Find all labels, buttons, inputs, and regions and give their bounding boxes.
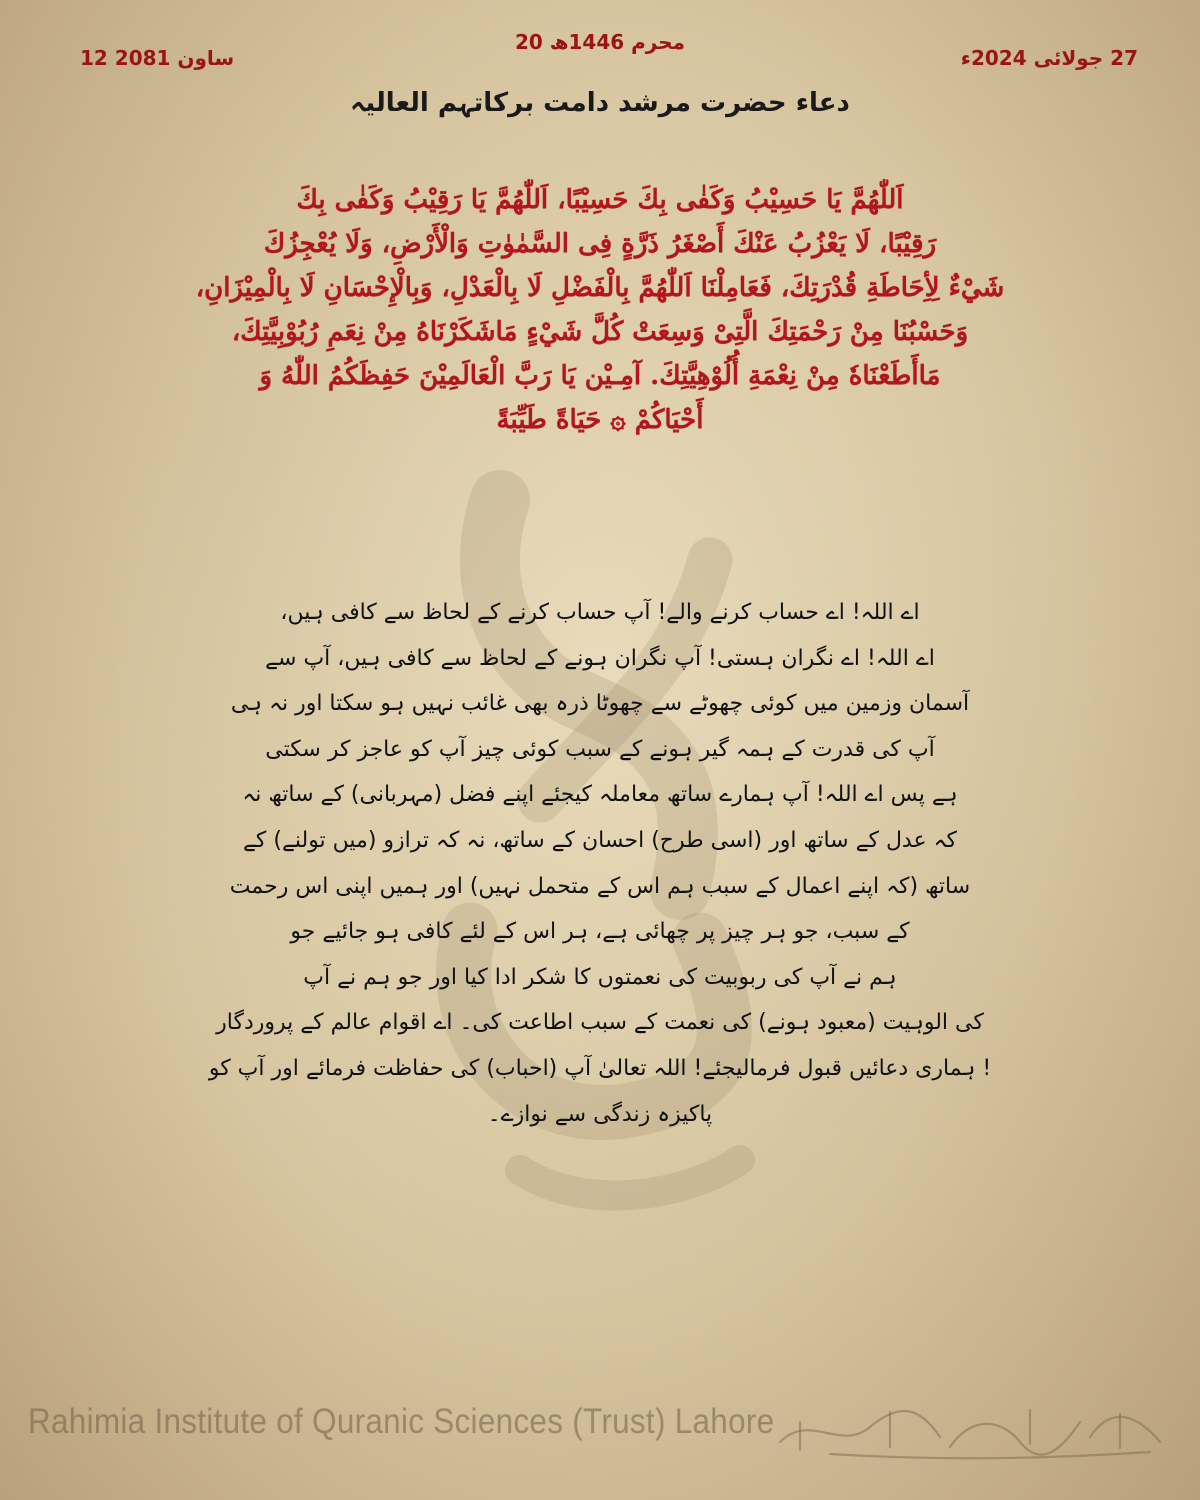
urdu-translation	[150, 590, 1050, 1137]
urdu-line: کی الوہیت (معبود ہونے) کی نعمت کے سبب اطاعت کی۔ اے اقوام عالم کے پروردگار	[216, 1010, 984, 1036]
arabic-dua	[110, 178, 1090, 442]
arabic-line: أَحْيَاكُمْ ۞ حَيَاةً طَيِّبَةً	[496, 405, 704, 435]
gregorian-date: 27 جولائی 2024ء	[960, 46, 1138, 70]
arabic-line: رَقِيْبًا، لَا يَعْزُبُ عَنْكَ أَصْغَرُ ذَرَّةٍ فِى السَّمٰوٰتِ وَالْأَرْضِ، وَلَا يُعْجِزُكَ	[263, 229, 937, 259]
urdu-line: ! ہماری دعائیں قبول فرمالیجئے! اللہ تعالیٰ آپ (احباب) کی حفاظت فرمائے اور آپ کو	[208, 1055, 992, 1081]
arabic-line: اَللّٰهُمَّ يَا حَسِيْبُ وَكَفٰى بِكَ حَسِيْبًا، اَللّٰهُمَّ يَا رَقِيْبُ وَكَفٰى بِكَ	[296, 185, 904, 215]
urdu-line: اے اللہ! اے حساب کرنے والے! آپ حساب کرنے کے لحاظ سے کافی ہیں،	[280, 600, 920, 625]
urdu-line: کے سبب، جو ہر چیز پر چھائی ہے، ہر اس کے لئے کافی ہو جائیے جو	[290, 919, 910, 945]
bikrami-date: 12 ساون 2081	[80, 46, 235, 70]
hijri-date: 20 محرم 1446ھ	[514, 30, 686, 54]
urdu-line: ہم نے آپ کی ربوبیت کی نعمتوں کا شکر ادا کیا اور جو ہم نے آپ	[303, 964, 897, 990]
institute-logo	[770, 1392, 1170, 1462]
urdu-line: ساتھ (کہ اپنے اعمال کے سبب ہم اس کے متحمل نہیں) اور ہمیں اپنی اس رحمت	[229, 873, 971, 899]
urdu-line: پاکیزہ زندگی سے نوازے۔	[487, 1101, 713, 1127]
arabic-line: شَيْءٌ لِأِحَاطَةِ قُدْرَتِكَ، فَعَامِلْنَا اَللّٰهُمَّ بِالْفَضْلِ لَا بِالْعَدْلِ، وَبِالْإِحْسَانِ لَا بِالْمِيْزَانِ،	[195, 273, 1005, 303]
arabic-line: مَاأَطَعْنَاهٗ مِنْ نِعْمَةِ أُلُوْهِيَّتِكَ. آمِـيْن يَا رَبَّ الْعَالَمِيْنَ حَفِظَكُمُ اللّٰهُ وَ	[259, 361, 941, 391]
urdu-line: آسمان وزمین میں کوئی چھوٹے سے چھوٹا ذرہ بھی غائب نہیں ہو سکتا اور نہ ہی	[230, 691, 970, 717]
institute-name: Rahimia Institute of Quranic Sciences (Trust) Lahore	[28, 1402, 775, 1441]
urdu-line: اے اللہ! اے نگران ہستی! آپ نگران ہونے کے لحاظ سے کافی ہیں، آپ سے	[265, 645, 935, 671]
arabic-line: وَحَسْبُنَا مِنْ رَحْمَتِكَ الَّتِىْ وَسِعَتْ كُلَّ شَيْءٍ مَاشَكَرْنَاهُ مِنْ نِعَمِ رُبُوْبِيَّتِكَ،	[231, 317, 969, 347]
urdu-line: ہے پس اے اللہ! آپ ہمارے ساتھ معاملہ کیجئے اپنے فضل (مہربانی) کے ساتھ نہ	[242, 782, 958, 808]
page-title: دعاء حضرت مرشد دامت برکاتہم العالیہ	[350, 88, 850, 118]
urdu-line: کہ عدل کے ساتھ اور (اسی طرح) احسان کے ساتھ، نہ کہ ترازو (میں تولنے) کے	[243, 827, 957, 853]
urdu-line: آپ کی قدرت کے ہمہ گیر ہونے کے سبب کوئی چیز آپ کو عاجز کر سکتی	[265, 736, 935, 762]
